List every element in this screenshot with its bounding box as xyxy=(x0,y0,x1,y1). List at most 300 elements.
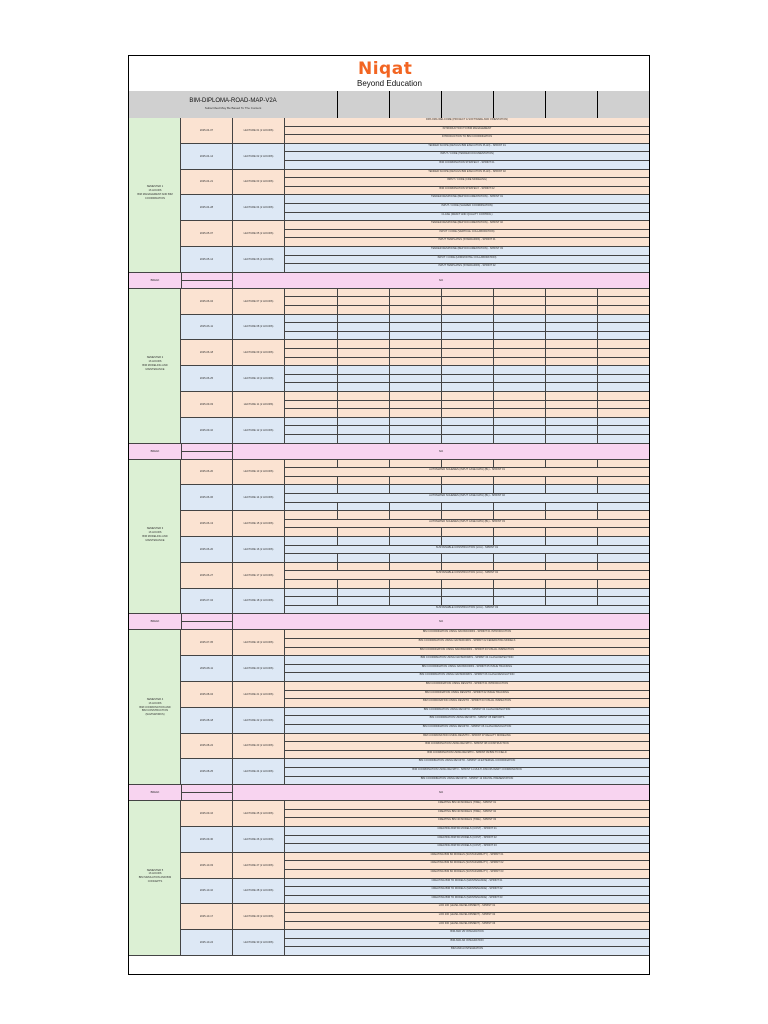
grid-divider xyxy=(545,297,546,305)
grid-divider xyxy=(441,392,442,400)
topic-text: CREATING BIM 4D MODELS (TIME) - SPRINT 01 xyxy=(437,801,497,805)
lecture-name xyxy=(233,460,285,486)
grid-divider xyxy=(337,358,338,366)
topic-row xyxy=(285,118,649,127)
lecture-date xyxy=(181,563,233,589)
topic-row xyxy=(285,409,649,418)
grid-divider xyxy=(545,418,546,426)
topic-text: BIM COORDINATION USING REVIZTO - SPRINT 05 REPORTS xyxy=(429,716,505,720)
topic-row xyxy=(285,947,649,956)
grid-divider xyxy=(441,366,442,374)
grid-divider xyxy=(337,597,338,605)
lecture-date xyxy=(181,247,233,273)
topic-row xyxy=(285,503,649,512)
grid-divider xyxy=(337,418,338,426)
grid-divider xyxy=(389,383,390,391)
grid-divider xyxy=(337,401,338,409)
grid-divider xyxy=(597,409,598,417)
topic-row xyxy=(285,152,649,161)
grid-divider xyxy=(337,383,338,391)
grid-divider xyxy=(493,537,494,545)
lecture-name-text: LECTURE 05 (2 HOURS) xyxy=(243,232,274,236)
grid-divider xyxy=(493,358,494,366)
topic-row xyxy=(285,589,649,598)
grid-divider xyxy=(389,306,390,314)
topic-text: BIM AND AI INTEGRATION xyxy=(451,947,483,951)
topic-text: AUTOMATED SCHEMES (INPUT CASE DATA) (BL) - SPRINT 01 xyxy=(429,468,505,472)
header-col-6 xyxy=(597,91,649,118)
topic-row xyxy=(285,606,649,615)
topic-row xyxy=(285,546,649,555)
lecture-name xyxy=(233,759,285,785)
lecture-date xyxy=(181,853,233,879)
session-name: SEMESTER 3 xyxy=(146,526,164,530)
grid-divider xyxy=(545,597,546,605)
topic-text: TENDER RESPONSE (BEP DOCUMENTATION) - SPRINT 02 xyxy=(430,221,503,225)
topic-row xyxy=(285,375,649,384)
grid-divider xyxy=(441,358,442,366)
grid-divider xyxy=(337,332,338,340)
grid-divider xyxy=(545,306,546,314)
grid-divider xyxy=(597,358,598,366)
grid-divider xyxy=(545,537,546,545)
roadmap-sheet xyxy=(128,55,650,975)
lecture-name xyxy=(233,734,285,760)
topic-row xyxy=(285,597,649,606)
topic-row xyxy=(285,135,649,144)
lecture-name-text: LECTURE 19 (2 HOURS) xyxy=(243,641,274,645)
grid-divider xyxy=(597,306,598,314)
lecture-name xyxy=(233,904,285,930)
lecture-name-text: LECTURE 24 (2 HOURS) xyxy=(243,770,274,774)
topic-row xyxy=(285,187,649,196)
lecture-date-text: 2025-09-03 xyxy=(199,402,214,406)
grid-divider xyxy=(337,485,338,493)
grid-divider xyxy=(597,554,598,562)
lecture-name xyxy=(233,827,285,853)
lecture-date xyxy=(181,682,233,708)
session-module: BIM SIMULATION AND BIM CONCEPTS xyxy=(138,876,172,884)
topic-text: CREATING BIM 4D MODELS (TIME) - SPRINT 03 xyxy=(437,818,497,822)
topic-row xyxy=(285,468,649,477)
brand-tagline: Beyond Education xyxy=(357,79,422,88)
grid-divider xyxy=(493,528,494,536)
lecture-date xyxy=(181,904,233,930)
grid-divider xyxy=(389,409,390,417)
grid-divider xyxy=(597,375,598,383)
topic-row xyxy=(285,665,649,674)
topic-text: BIM COORDINATION USING REVIZTO - SPRINT 03 VISUAL INSPECTION xyxy=(423,699,511,703)
session-hours: 16 HOURS xyxy=(148,872,162,876)
topic-text: BIM COORDINATION USING REVIZTO - SPRINT 01 INTRODUCTION xyxy=(425,682,509,685)
lecture-date xyxy=(181,827,233,853)
topic-text: CREATING BIM 6D MODELS (SUSTAINABILITY) - SPRINT 01 xyxy=(430,852,504,856)
grid-divider xyxy=(545,375,546,383)
topic-row xyxy=(285,563,649,572)
topic-row xyxy=(285,204,649,213)
break-cell xyxy=(181,273,233,288)
topic-text: LOD 300 (LEVEL DEVELOPMENT) - SPRINT 03 xyxy=(438,921,496,925)
topic-row xyxy=(285,801,649,810)
grid-divider xyxy=(493,323,494,331)
lecture-date xyxy=(181,930,233,956)
grid-divider xyxy=(337,297,338,305)
lecture-date xyxy=(181,418,233,444)
topic-text: BIM COORDINATION USING NAVISWORKS - SPRINT 04 CLASH DETECTION xyxy=(420,656,514,660)
topic-row xyxy=(285,691,649,700)
grid-divider xyxy=(389,528,390,536)
lecture-date xyxy=(181,879,233,905)
grid-divider xyxy=(493,383,494,391)
lecture-date xyxy=(181,221,233,247)
lecture-name xyxy=(233,289,285,315)
grid-divider xyxy=(337,460,338,468)
topic-row xyxy=(285,264,649,273)
topic-text: BIM COORDINATION USING REVIZTO - SPRINT 04 CLASH DETECTION xyxy=(423,707,511,711)
grid-divider xyxy=(337,426,338,434)
grid-divider xyxy=(597,589,598,597)
grid-divider xyxy=(597,485,598,493)
grid-divider xyxy=(545,511,546,519)
grid-divider xyxy=(493,401,494,409)
session-block xyxy=(129,460,181,615)
header-col-1 xyxy=(337,91,389,118)
grid-divider xyxy=(389,392,390,400)
grid-divider xyxy=(597,332,598,340)
lecture-name xyxy=(233,144,285,170)
lecture-name-text: LECTURE 27 (2 HOURS) xyxy=(243,863,274,867)
grid-divider xyxy=(337,477,338,485)
grid-divider xyxy=(389,323,390,331)
topic-row xyxy=(285,238,649,247)
topic-row xyxy=(285,682,649,691)
topic-text: BIM COORDINATION USING REVIZTO - SPRINT 08 CONSTRUCTION xyxy=(425,742,509,746)
grid-divider xyxy=(545,409,546,417)
lecture-date-text: 2025-10-17 xyxy=(199,915,214,919)
lecture-name xyxy=(233,537,285,563)
grid-divider xyxy=(493,306,494,314)
lecture-date-text: 2025-09-10 xyxy=(199,428,214,432)
grid-divider xyxy=(441,589,442,597)
grid-divider xyxy=(337,563,338,571)
lecture-date-text: 2025-10-03 xyxy=(199,863,214,867)
grid-divider xyxy=(545,485,546,493)
grid-divider xyxy=(493,511,494,519)
grid-divider xyxy=(597,366,598,374)
grid-divider xyxy=(441,306,442,314)
lecture-name-text: LECTURE 23 (2 HOURS) xyxy=(243,744,274,748)
topic-row xyxy=(285,639,649,648)
topic-row xyxy=(285,879,649,888)
grid-divider xyxy=(441,503,442,511)
lecture-date-text: 2025-06-27 xyxy=(199,573,214,577)
topic-row xyxy=(285,477,649,486)
session-label xyxy=(129,185,181,201)
topic-text: BIM COORDINATION STRATEGY - SPRINT 01 xyxy=(439,161,495,164)
topic-row xyxy=(285,777,649,786)
grid-divider xyxy=(441,418,442,426)
grid-divider xyxy=(389,332,390,340)
grid-divider xyxy=(493,589,494,597)
topic-row xyxy=(285,818,649,827)
grid-divider xyxy=(337,306,338,314)
lecture-date-text: 2025-04-14 xyxy=(199,154,214,158)
topic-text: DIPLOMA WELCOME (PROJECT & SOFTWARE AND ORIENTATION) xyxy=(425,118,509,121)
grid-divider xyxy=(337,435,338,443)
lecture-name xyxy=(233,392,285,418)
break-cell xyxy=(181,785,233,800)
grid-divider xyxy=(389,477,390,485)
lecture-date-text: 2025-06-20 xyxy=(199,470,214,474)
break-cell xyxy=(181,444,233,459)
session-module: BIM COORDINATION AND BIM CONSTRUCTION (NAVISWORKS) xyxy=(139,705,171,717)
topic-row xyxy=(285,306,649,315)
session-module: BIM MODELING AND MAINTENANCE xyxy=(142,363,168,371)
lecture-name-text: LECTURE 13 (2 HOURS) xyxy=(243,470,274,474)
lecture-date-text: 2025-09-16 xyxy=(199,812,214,816)
topic-row xyxy=(285,734,649,743)
topic-row xyxy=(285,221,649,230)
grid-divider xyxy=(545,332,546,340)
topic-row xyxy=(285,870,649,879)
lecture-date xyxy=(181,801,233,827)
topic-text: BIM AND VR INTEGRATION xyxy=(450,930,484,934)
break-label: BREAK xyxy=(150,791,160,795)
lecture-date xyxy=(181,195,233,221)
topic-text: BIM AND AR INTEGRATION xyxy=(450,938,484,942)
topic-row xyxy=(285,708,649,717)
grid-divider xyxy=(493,418,494,426)
page-subtitle: Subscribed May Be Based To The Content xyxy=(204,106,262,110)
lecture-date xyxy=(181,366,233,392)
topic-text: INPUT / CODE (TENDER DOCUMENTATION) xyxy=(440,152,494,156)
lecture-name xyxy=(233,589,285,615)
lecture-name-text: LECTURE 11 (2 HOURS) xyxy=(243,402,274,406)
lecture-date xyxy=(181,630,233,656)
topic-row xyxy=(285,630,649,639)
lecture-date xyxy=(181,392,233,418)
grid-divider xyxy=(597,426,598,434)
lecture-name xyxy=(233,682,285,708)
grid-divider xyxy=(545,426,546,434)
lecture-date xyxy=(181,460,233,486)
grid-divider xyxy=(597,289,598,297)
grid-divider xyxy=(597,340,598,348)
grid-divider xyxy=(493,460,494,468)
grid-divider xyxy=(389,418,390,426)
topic-row xyxy=(285,392,649,401)
session-block xyxy=(129,801,181,956)
grid-divider xyxy=(389,503,390,511)
lecture-date-text: 2025-04-21 xyxy=(199,180,214,184)
lecture-date xyxy=(181,537,233,563)
grid-divider xyxy=(493,289,494,297)
header-col-2 xyxy=(389,91,441,118)
topic-row xyxy=(285,460,649,469)
break-note: N/A xyxy=(438,791,444,795)
topic-text: CLASH (DRAFT AND QUALITY CONTROL) xyxy=(441,212,493,216)
lecture-date-text: 2025-08-18 xyxy=(199,718,214,722)
topic-text: BIM COORDINATION USING REVIZTO - SPRINT 10 EXTERNAL COORDINATION xyxy=(418,759,516,763)
topic-row xyxy=(285,170,649,179)
grid-divider xyxy=(493,340,494,348)
topic-text: LOD 100 (LEVEL DEVELOPMENT) - SPRINT 01 xyxy=(438,904,496,908)
lecture-date-text: 2025-04-07 xyxy=(199,128,214,132)
session-block xyxy=(129,118,181,273)
grid-divider xyxy=(441,597,442,605)
topic-row xyxy=(285,827,649,836)
grid-divider xyxy=(441,485,442,493)
grid-divider xyxy=(597,418,598,426)
grid-divider xyxy=(389,589,390,597)
lecture-name xyxy=(233,563,285,589)
topic-row xyxy=(285,323,649,332)
topic-row xyxy=(285,896,649,905)
topic-row xyxy=(285,256,649,265)
session-name: SEMESTER 5 xyxy=(146,868,164,872)
session-name: SEMESTER 2 xyxy=(146,356,164,360)
lecture-name-text: LECTURE 10 (2 HOURS) xyxy=(243,377,274,381)
topic-text: CREATING BIM 5D MODELS (COST) - SPRINT 02 xyxy=(437,835,497,839)
topic-text: INTRODUCTION TO BIM MANAGEMENT xyxy=(442,126,492,130)
lecture-name xyxy=(233,418,285,444)
break-note: N/A xyxy=(438,449,444,453)
topic-row xyxy=(285,511,649,520)
grid-divider xyxy=(493,477,494,485)
grid-divider xyxy=(597,460,598,468)
session-label xyxy=(129,527,181,543)
topic-row xyxy=(285,810,649,819)
lecture-name xyxy=(233,853,285,879)
topic-text: CREATING BIM 6D MODELS (SUSTAINABILITY) - SPRINT 03 xyxy=(430,870,504,873)
session-name: SEMESTER 4 xyxy=(146,697,164,701)
topic-row xyxy=(285,528,649,537)
lecture-date-text: 2025-05-07 xyxy=(199,232,214,236)
grid-divider xyxy=(597,315,598,323)
lecture-name xyxy=(233,195,285,221)
topic-text: INPUT / CODE (VERTICAL COLLABORATION) xyxy=(439,229,495,233)
topic-text: TENDER SCOPE (DETAILS BIM EXECUTION PLAN) - SPRINT 02 xyxy=(428,169,506,173)
lecture-name-text: LECTURE 17 (2 HOURS) xyxy=(243,573,274,577)
topic-text: SUSTAINABLE CONSTRUCTION (LCA) - SPRINT 01 xyxy=(435,545,499,549)
lecture-name xyxy=(233,170,285,196)
lecture-date xyxy=(181,656,233,682)
grid-divider xyxy=(493,485,494,493)
grid-divider xyxy=(597,383,598,391)
topic-row xyxy=(285,571,649,580)
grid-divider xyxy=(389,426,390,434)
topic-text: INPUT / CODE (CDE MODELING) xyxy=(447,178,487,182)
lecture-date-text: 2025-06-13 xyxy=(199,522,214,526)
grid-divider xyxy=(597,323,598,331)
lecture-date-text: 2025-07-04 xyxy=(199,599,214,603)
topic-row xyxy=(285,494,649,503)
lecture-date xyxy=(181,144,233,170)
topic-row xyxy=(285,939,649,948)
lecture-date-text: 2025-04-28 xyxy=(199,206,214,210)
grid-divider xyxy=(493,409,494,417)
lecture-date xyxy=(181,759,233,785)
topic-row xyxy=(285,648,649,657)
grid-divider xyxy=(441,409,442,417)
break-row xyxy=(129,444,649,460)
grid-divider xyxy=(337,589,338,597)
grid-divider xyxy=(441,460,442,468)
grid-divider xyxy=(441,383,442,391)
lecture-name-text: LECTURE 26 (2 HOURS) xyxy=(243,837,274,841)
grid-divider xyxy=(389,511,390,519)
grid-divider xyxy=(337,392,338,400)
grid-divider xyxy=(337,503,338,511)
grid-divider xyxy=(441,537,442,545)
grid-divider xyxy=(389,375,390,383)
grid-divider xyxy=(337,580,338,588)
grid-divider xyxy=(389,349,390,357)
session-hours: 16 HOURS xyxy=(148,701,162,705)
page-title: BIM-DIPLOMA-ROAD-MAP-V2A xyxy=(189,98,277,104)
grid-divider xyxy=(389,340,390,348)
grid-divider xyxy=(337,409,338,417)
topic-row xyxy=(285,656,649,665)
session-label xyxy=(129,698,181,717)
topic-row xyxy=(285,213,649,222)
grid-divider xyxy=(441,332,442,340)
lecture-date-text: 2025-08-11 xyxy=(199,667,214,671)
grid-divider xyxy=(441,315,442,323)
topic-text: BIM COORDINATION USING REVIZTO - SPRINT 07 REALITY MODELING xyxy=(423,733,511,737)
lecture-date-text: 2025-08-25 xyxy=(199,770,214,774)
topic-row xyxy=(285,178,649,187)
grid-divider xyxy=(545,580,546,588)
topic-text: BIM COORDINATION USING REVIZTO - SPRINT 02 ISSUE TRACKING xyxy=(424,690,510,694)
topic-row xyxy=(285,161,649,170)
lecture-name-text: LECTURE 21 (2 HOURS) xyxy=(243,692,274,696)
lecture-name-text: LECTURE 16 (2 HOURS) xyxy=(243,547,274,551)
grid-divider xyxy=(493,435,494,443)
grid-divider xyxy=(545,477,546,485)
grid-divider xyxy=(441,554,442,562)
grid-divider xyxy=(389,554,390,562)
lecture-name xyxy=(233,340,285,366)
lecture-date xyxy=(181,734,233,760)
grid-divider xyxy=(545,435,546,443)
lecture-name-text: LECTURE 20 (2 HOURS) xyxy=(243,667,274,671)
topic-row xyxy=(285,554,649,563)
topic-row xyxy=(285,144,649,153)
lecture-date-text: 2025-06-20 xyxy=(199,547,214,551)
lecture-name-text: LECTURE 07 (2 HOURS) xyxy=(243,299,274,303)
topic-row xyxy=(285,418,649,427)
lecture-name xyxy=(233,366,285,392)
grid-divider xyxy=(493,375,494,383)
session-name: SEMESTER 1 xyxy=(146,185,164,189)
lecture-name-text: LECTURE 25 (2 HOURS) xyxy=(243,812,274,816)
grid-divider xyxy=(597,528,598,536)
lecture-name-text: LECTURE 03 (2 HOURS) xyxy=(243,180,274,184)
lecture-date-text: 2025-05-14 xyxy=(199,257,214,261)
topic-row xyxy=(285,366,649,375)
topic-row xyxy=(285,853,649,862)
grid-divider xyxy=(493,563,494,571)
session-label xyxy=(129,356,181,372)
grid-divider xyxy=(545,503,546,511)
grid-divider xyxy=(597,401,598,409)
grid-divider xyxy=(545,460,546,468)
session-hours: 16 HOURS xyxy=(148,360,162,364)
lecture-date xyxy=(181,485,233,511)
grid-divider xyxy=(493,426,494,434)
grid-divider xyxy=(441,580,442,588)
